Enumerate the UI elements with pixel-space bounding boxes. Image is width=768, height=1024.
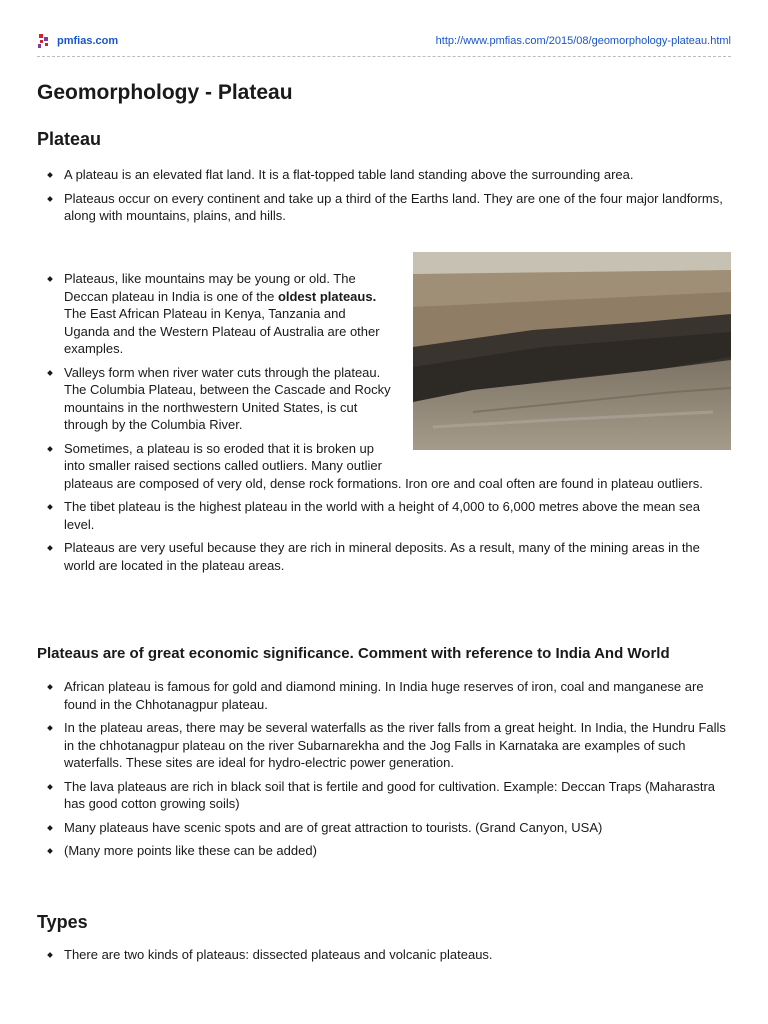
list-item	[37, 270, 731, 358]
section-heading-plateau: Plateau	[37, 129, 102, 149]
list-item-text: Plateaus, like mountains may be young or old. The Deccan plateau in India is one of the	[64, 271, 356, 304]
plateau-details-list	[37, 270, 731, 580]
list-item: Many plateaus have scenic spots and are of great attraction to tourists. (Grand Canyon, USA)	[37, 819, 731, 837]
list-item: Plateaus are very useful because they are rich in mineral deposits. As a result, many of the mining areas in the world are located in the plateau areas.	[37, 539, 731, 574]
list-item-text: The East African Plateau in Kenya, Tanzania and Uganda and the Western Plateau of Australia are other examples.	[64, 306, 380, 356]
section-heading-economic: Plateaus are of great economic significance. Comment with reference to India And World	[37, 645, 670, 662]
list-item: A plateau is an elevated flat land. It is a flat-topped table land standing above the surrounding area.	[37, 166, 731, 184]
page-title: Geomorphology - Plateau	[37, 81, 293, 104]
site-name-link[interactable]: pmfias.com	[57, 35, 119, 47]
economic-list	[37, 678, 731, 866]
page-url-link[interactable]: http://www.pmfias.com/2015/08/geomorphology-plateau.html	[435, 35, 731, 47]
plateau-intro-list	[37, 166, 731, 231]
section-heading-types: Types	[37, 912, 88, 932]
header-divider	[37, 56, 731, 57]
site-brand[interactable]	[37, 32, 118, 50]
types-list	[37, 946, 731, 970]
list-item: Plateaus occur on every continent and take up a third of the Earths land. They are one of the four major landforms, along with mountains, plains, and hills.	[37, 190, 731, 225]
list-item: The lava plateaus are rich in black soil that is fertile and good for cultivation. Example: Deccan Traps (Maharastra has good cotton growing soils)	[37, 778, 731, 813]
page-header	[37, 32, 731, 52]
list-item: The tibet plateau is the highest plateau in the world with a height of 4,000 to 6,000 metres above the mean sea level.	[37, 498, 731, 533]
list-item: (Many more points like these can be added)	[37, 842, 731, 860]
list-item: African plateau is famous for gold and diamond mining. In India huge reserves of iron, coal and manganese are found in the Chhotanagpur plateau.	[37, 678, 731, 713]
pmfias-logo-icon	[37, 33, 51, 49]
list-item: There are two kinds of plateaus: dissected plateaus and volcanic plateaus.	[37, 946, 731, 964]
list-item: Valleys form when river water cuts through the plateau. The Columbia Plateau, between the Cascade and Rocky mountains in the northwestern United States, is cut through by the Columbia River.	[37, 364, 731, 434]
list-item: Sometimes, a plateau is so eroded that it is broken up into smaller raised sections called outliers. Many outlier plateaus are composed of very old, dense rock formations. Iron ore and coal often are found in plateau outliers.	[37, 440, 731, 493]
list-item-bold-text: oldest plateaus.	[277, 288, 377, 304]
list-item: In the plateau areas, there may be several waterfalls as the river falls from a great height. In India, the Hundru Falls in the chhotanagpur plateau on the river Subarnarekha and the Jog Falls in Karnataka are examples of such waterfalls. These sites are ideal for hydro-electric power generation.	[37, 719, 731, 772]
